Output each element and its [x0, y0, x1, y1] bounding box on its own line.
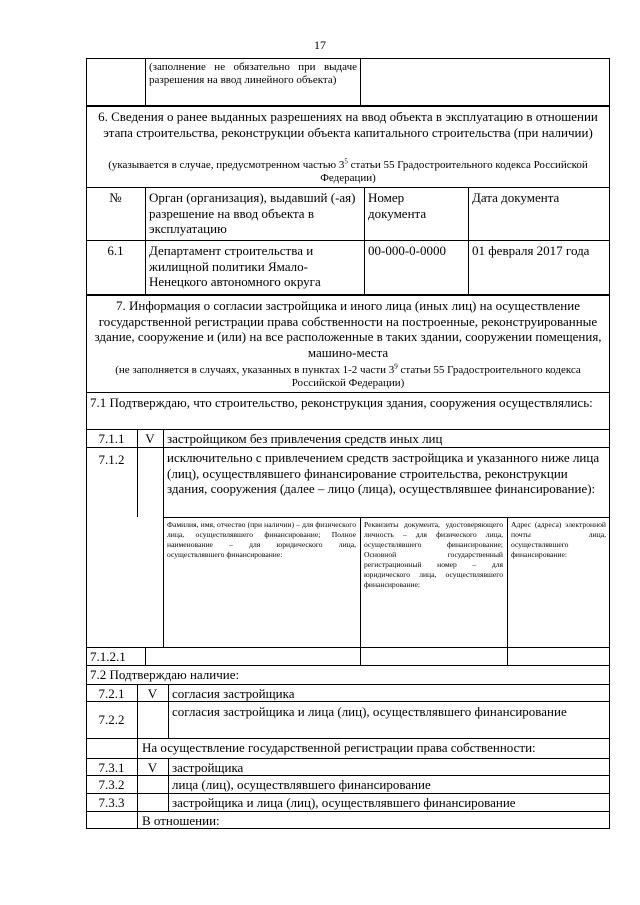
section6-title: 6. Сведения о ранее выданных разрешениях на ввод объекта в эксплуатацию в отношении этапа строительства, реконструкции объекта капитального строительства (при наличии)	[98, 109, 598, 140]
section72-title: 7.2 Подтверждаю наличие:	[90, 667, 240, 682]
row-7-1-1-text: застройщиком без привлечения средств иных лиц	[167, 431, 443, 446]
row-6-1-doc-number: 00-000-0-0000	[368, 243, 446, 258]
col-header-number: №	[109, 190, 122, 205]
row-6-1-doc-date: 01 февраля 2017 года	[472, 243, 590, 258]
section71-title: 7.1 Подтверждаю, что строительство, реконструкция здания, сооружения осуществлялись:	[90, 395, 593, 410]
row-7-2-1-text: согласия застройщика	[172, 686, 295, 701]
row-7-2-2-number: 7.2.2	[98, 712, 125, 727]
registration-text: На осуществление государственной регистрации права собственности:	[142, 740, 536, 755]
row-7-1-1-number: 7.1.1	[98, 431, 125, 446]
row-7-3-1-text: застройщика	[172, 760, 244, 775]
row-7-3-3-number: 7.3.3	[98, 795, 125, 810]
col-header-doc-date: Дата документа	[472, 190, 560, 205]
row-7-2-1-number: 7.2.1	[98, 686, 125, 701]
page-number: 17	[314, 38, 326, 52]
subheader-email: Адрес (адреса) электронной почты лица, осуществлявшего финансирование:	[511, 520, 606, 559]
top-note: (заполнение не обязательно при выдаче разрешения на ввод линейного объекта)	[149, 61, 357, 86]
row-7-3-2-number: 7.3.2	[98, 777, 125, 792]
row-7-1-1-checkmark: V	[145, 431, 155, 446]
col-header-authority: Орган (организация), выдавший (-ая) разрешение на ввод объекта в эксплуатацию	[149, 190, 356, 236]
row-7-1-2-text: исключительно с привлечением средств застройщика и указанного ниже лица (лиц), осуществлявшего финансирование строительства, реконструкции здания, сооружения (далее – лицо (лица), осуществлявшее финансирование):	[167, 450, 600, 496]
section6-note: (указывается в случае, предусмотренном частью $3^5$ статьи 55 Градостроительного кодекса Российской Федерации)	[108, 157, 588, 184]
row-7-3-1-checkmark: V	[147, 760, 158, 775]
subheader-requisites: Реквизиты документа, удостоверяющего личность – для физического лица, осуществлявшего финансирование; Основной государственный регистрационный номер – для юридического лица, осуществлявшего финансирование:	[364, 520, 503, 589]
row-7-1-2-1-number: 7.1.2.1	[90, 649, 126, 664]
row-6-1-authority: Департамент строительства и жилищной политики Ямало-Ненецкого автономного округа	[149, 243, 321, 289]
col-header-doc-number: Номер документа	[368, 190, 427, 221]
row-7-1-2-number: 7.1.2	[98, 452, 125, 467]
section7-title: 7. Информация о согласии застройщика и иного лица (иных лиц) на осуществление государственной регистрации права собственности на построенные, реконструированные здание, сооружение и (или) на все расположенные в таких здании, сооружении помещения, машино-места	[94, 298, 602, 360]
subheader-name: Фамилия, имя, отчество (при наличии) – для физического лица, осуществлявшего финансирование; Полное наименование – для юридического лица, осуществлявшего финансирование:	[167, 520, 356, 559]
row-7-3-1-number: 7.3.1	[98, 760, 125, 775]
row-6-1-number: 6.1	[107, 243, 124, 258]
row-7-2-2-text: согласия застройщика и лица (лиц), осуществлявшего финансирование	[172, 704, 567, 719]
last-text: В отношении:	[142, 813, 220, 828]
row-7-2-1-checkmark: V	[147, 686, 158, 701]
section7-note: (не заполняется в случаях, указанных в пунктах 1-2 части $3^9$ статьи 55 Градостроительного кодекса Российской Федерации)	[115, 362, 581, 389]
row-7-3-2-text: лица (лиц), осуществлявшего финансирование	[172, 777, 431, 792]
row-7-3-3-text: застройщика и лица (лиц), осуществлявшего финансирование	[172, 795, 516, 810]
